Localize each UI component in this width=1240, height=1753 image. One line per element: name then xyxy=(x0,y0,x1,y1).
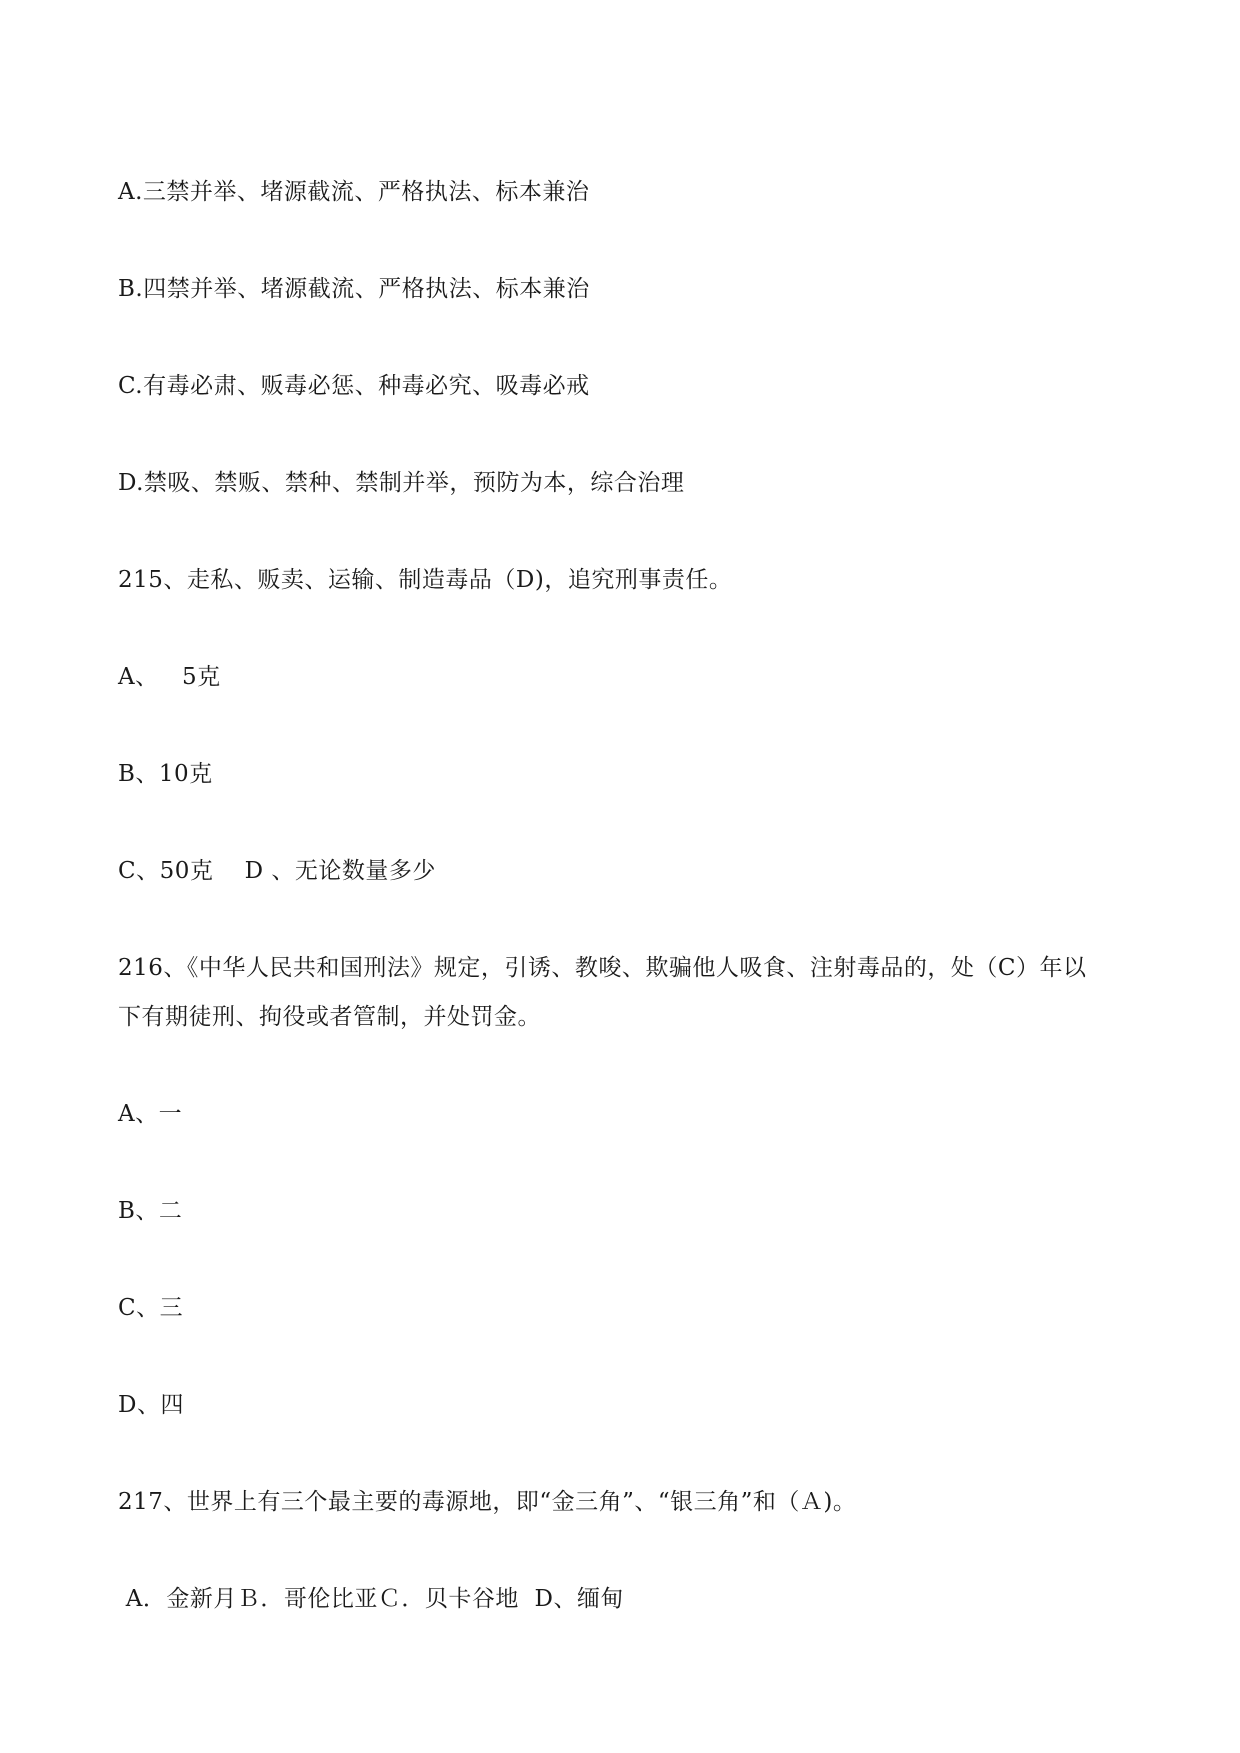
option-line: C.有毒必肃、贩毒必惩、种毒必究、吸毒必戒 xyxy=(118,373,590,399)
option-line: C、三 xyxy=(118,1295,184,1321)
question-217: 217、世界上有三个最主要的毒源地，即“金三角”、“银三角”和（Ａ)。 xyxy=(118,1489,857,1515)
option-line: A.三禁并举、堵源截流、严格执法、标本兼治 xyxy=(118,179,590,205)
option-line: A、 5克 xyxy=(118,664,221,690)
option-line: D、四 xyxy=(118,1392,184,1418)
question-216-continued: 下有期徒刑、拘役或者管制，并处罚金。 xyxy=(118,1004,541,1030)
option-line: A、一 xyxy=(118,1101,183,1127)
option-line: A．金新月Ｂ．哥伦比亚Ｃ．贝卡谷地 D、缅甸 xyxy=(118,1586,624,1612)
option-line: C、50克 D 、无论数量多少 xyxy=(118,858,436,884)
option-line: B、二 xyxy=(118,1198,183,1224)
option-line: D.禁吸、禁贩、禁种、禁制并举，预防为本，综合治理 xyxy=(118,470,685,496)
question-215: 215、走私、贩卖、运输、制造毒品（D)，追究刑事责任。 xyxy=(118,567,733,593)
option-line: B.四禁并举、堵源截流、严格执法、标本兼治 xyxy=(118,276,590,302)
option-line: B、10克 xyxy=(118,761,213,787)
question-216: 216、《中华人民共和国刑法》规定，引诱、教唆、欺骗他人吸食、注射毒品的，处（C）年以 xyxy=(118,955,1087,981)
